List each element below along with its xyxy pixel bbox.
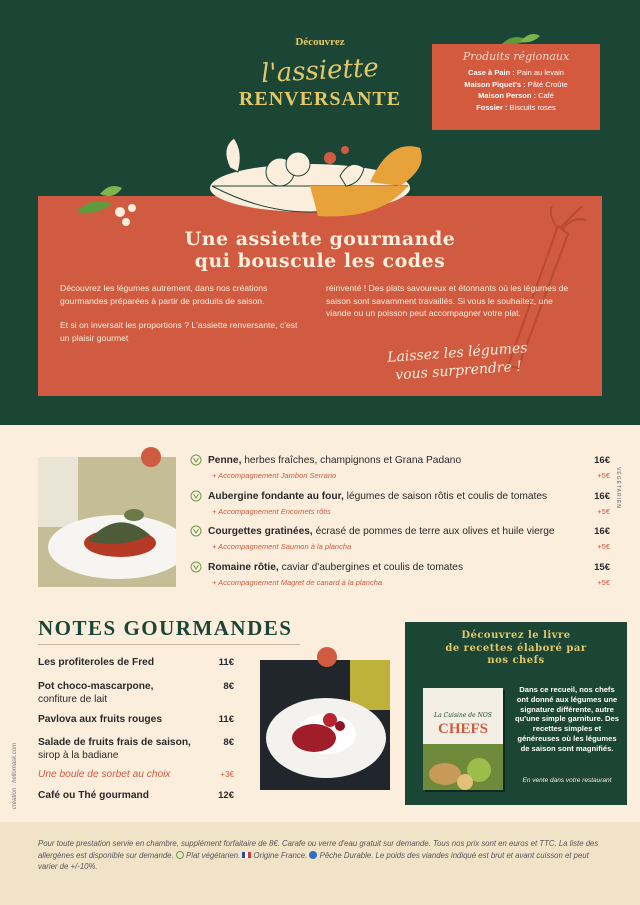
dessert-item-sorbet: Une boule de sorbet au choix +3€ — [38, 769, 234, 780]
regional-item: Fossier : Biscuits roses — [476, 102, 556, 112]
dish-item: Penne, herbes fraîches, champignons et Grana Padano 16€ + Accompagnement Jambon Serrano +5€ — [190, 454, 610, 481]
divider — [38, 644, 300, 645]
dessert-photo — [260, 660, 390, 790]
intro-column-1: Découvrez les légumes autrement, dans nos créations gourmandes préparées à partir de produits de saison. Et si on inversait les proportions ? L'assiette renversante, c'est un plaisir gourmet — [60, 283, 298, 343]
dessert-item: Café ou Thé gourmand 12€ — [38, 790, 234, 801]
vegetarian-icon — [190, 525, 208, 542]
berry-decoration-icon — [140, 446, 162, 468]
header-title: RENVERSANTE — [238, 88, 402, 110]
vegetarian-legend: VÉGÉTARIEN — [615, 467, 621, 509]
book-cover: La Cuisine de NOS CHEFS — [423, 688, 503, 790]
footer-notes: Pour toute prestation servie en chambre, supplément forfaitaire de 8€. Carafe ou verre d'eau gratuit sur demande. Tous nos prix sont en euros et TTC. La liste des allergènes est disponible sur demande. Plat végétarien. Origine France. Pêche Durable. Le poids des viandes indiqué est brut et avant cuisson et peut varier de +/-10%. — [38, 839, 599, 871]
dish-accompaniment: + Accompagnement Jambon Serrano — [212, 471, 337, 480]
regional-title: Produits régionaux — [462, 50, 570, 63]
dessert-item: Les profiteroles de Fred 11€ — [38, 657, 234, 668]
footer — [0, 822, 640, 905]
berry-decoration-icon — [316, 646, 338, 668]
dish-item: Romaine rôtie, caviar d'aubergines et coulis de tomates 15€ + Accompagnement Magret de canard à la plancha +5€ — [190, 561, 610, 588]
regional-item: Maison Piquet's : Pâté Croûte — [464, 79, 568, 89]
book-title: Découvrez le livre de recettes élaboré par nos chefs — [445, 630, 587, 666]
intro-headline: Une assiette gourmande qui bouscule les codes — [184, 228, 456, 272]
dish-accompaniment: + Accompagnement Magret de canard à la plancha — [212, 578, 383, 587]
vegetarian-icon — [190, 490, 208, 507]
regional-products-box — [432, 44, 600, 130]
book-description: Dans ce recueil, nos chefs ont donné aux légumes une signature différente, autre qu'une simple garniture. Des recettes simples et généreuses où les légumes de saison sont magnifiés. — [515, 685, 619, 753]
design-credit: création : hellomask.com — [12, 742, 18, 810]
regional-item: Maison Person : Café — [478, 91, 554, 100]
leaf-decoration-icon — [72, 182, 142, 232]
dish-photo — [38, 457, 176, 587]
dish-item: Courgettes gratinées, écrasé de pommes de terre aux olives et huile vierge 16€ + Accompagnement Saumon à la plancha +5€ — [190, 525, 610, 552]
dessert-item: Pot choco-mascarpone, confiture de lait 8€ — [38, 681, 234, 705]
dish-price: 16€ — [594, 526, 610, 537]
dish-price: 16€ — [594, 455, 610, 466]
vegetable-bowl-illustration — [200, 128, 440, 223]
vegetarian-icon — [176, 851, 184, 859]
header-script-title: l'assiette — [260, 52, 380, 90]
regional-item: Case à Pain : Pain au levain — [468, 68, 564, 77]
vegetarian-icon — [190, 454, 208, 471]
dish-accompaniment: + Accompagnement Encornets rôtis — [212, 507, 331, 516]
dessert-item: Pavlova aux fruits rouges 11€ — [38, 714, 234, 725]
dish-price: 16€ — [594, 491, 610, 502]
dish-accompaniment: + Accompagnement Saumon à la plancha — [212, 542, 352, 551]
dish-item: Aubergine fondante au four, légumes de saison rôtis et coulis de tomates 16€ + Accompagnement Encornets rôtis +5€ — [190, 490, 610, 517]
recipe-book-panel — [405, 622, 627, 805]
intro-tagline: Laissez les légumes vous surprendre ! — [386, 340, 529, 384]
dish-price: 15€ — [594, 562, 610, 573]
book-sale-note: En vente dans votre restaurant — [522, 777, 612, 784]
header-kicker: Découvrez — [295, 36, 345, 48]
vegetarian-icon — [190, 561, 208, 578]
intro-column-2: réinventé ! Des plats savoureux et étonnants où les légumes de saison sont savamment travaillés. Si vous le souhaitez, une viande ou un poisson peut accompagner votre plat. — [326, 283, 569, 318]
dessert-item: Salade de fruits frais de saison, sirop à la badiane 8€ — [38, 737, 234, 761]
desserts-title: NOTES GOURMANDES — [38, 616, 293, 640]
